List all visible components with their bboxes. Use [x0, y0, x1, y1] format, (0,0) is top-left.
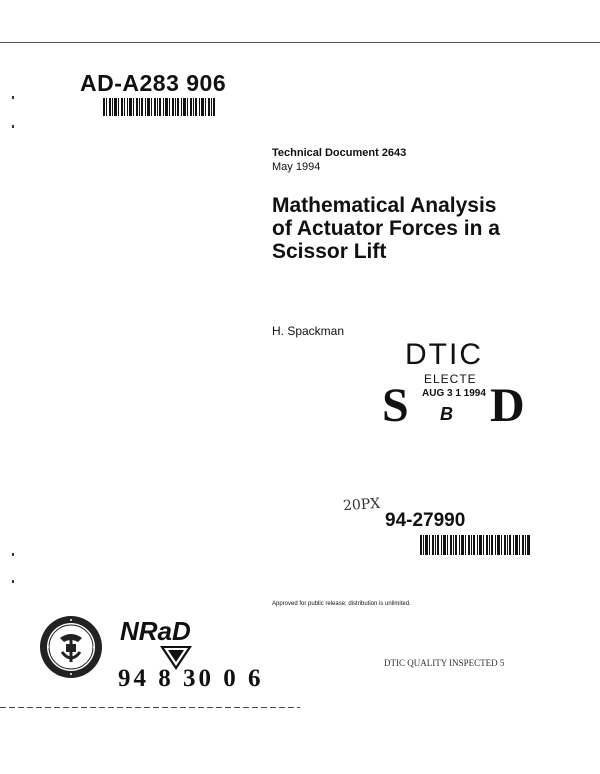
quality-stamp: DTIC QUALITY INSPECTED 5: [384, 658, 505, 668]
stamp-letter-s: S: [382, 379, 409, 432]
barcode-bottom: [420, 535, 530, 555]
document-number: Technical Document 2643: [272, 147, 407, 159]
approval-statement: Approved for public release; distribution is unlimited.: [272, 601, 411, 607]
author: H. Spackman: [272, 324, 345, 338]
navy-seal-icon: [38, 614, 104, 680]
handwritten-note: 20PX: [342, 495, 381, 515]
stamp-letter-d: D: [490, 379, 525, 432]
title-line: Mathematical Analysis: [272, 194, 497, 217]
stamp-date: AUG 3 1 1994: [422, 388, 486, 399]
accession-number: 94-27990: [385, 510, 466, 531]
serial-number: 94 8 30 0 6: [118, 665, 264, 692]
nrad-logo-icon: [116, 614, 208, 672]
title-line: of Actuator Forces in a: [272, 217, 500, 240]
nrad-logo-text: NRaD: [120, 616, 191, 646]
scan-mark: [12, 553, 14, 556]
title-line: Scissor Lift: [272, 240, 387, 263]
document-title: [272, 194, 562, 263]
document-date: May 1994: [272, 161, 321, 173]
stamp-electe: ELECTE: [424, 372, 477, 386]
scan-mark: [12, 125, 14, 128]
barcode-top: [103, 98, 215, 116]
top-rule: [0, 42, 600, 43]
scan-mark: [12, 580, 14, 583]
ad-number: AD-A283 906: [80, 70, 227, 96]
scan-mark: [12, 96, 14, 99]
dtic-stamp-title: DTIC: [405, 338, 483, 371]
stamp-letter-b: B: [440, 404, 453, 424]
bottom-rule: [0, 707, 300, 708]
